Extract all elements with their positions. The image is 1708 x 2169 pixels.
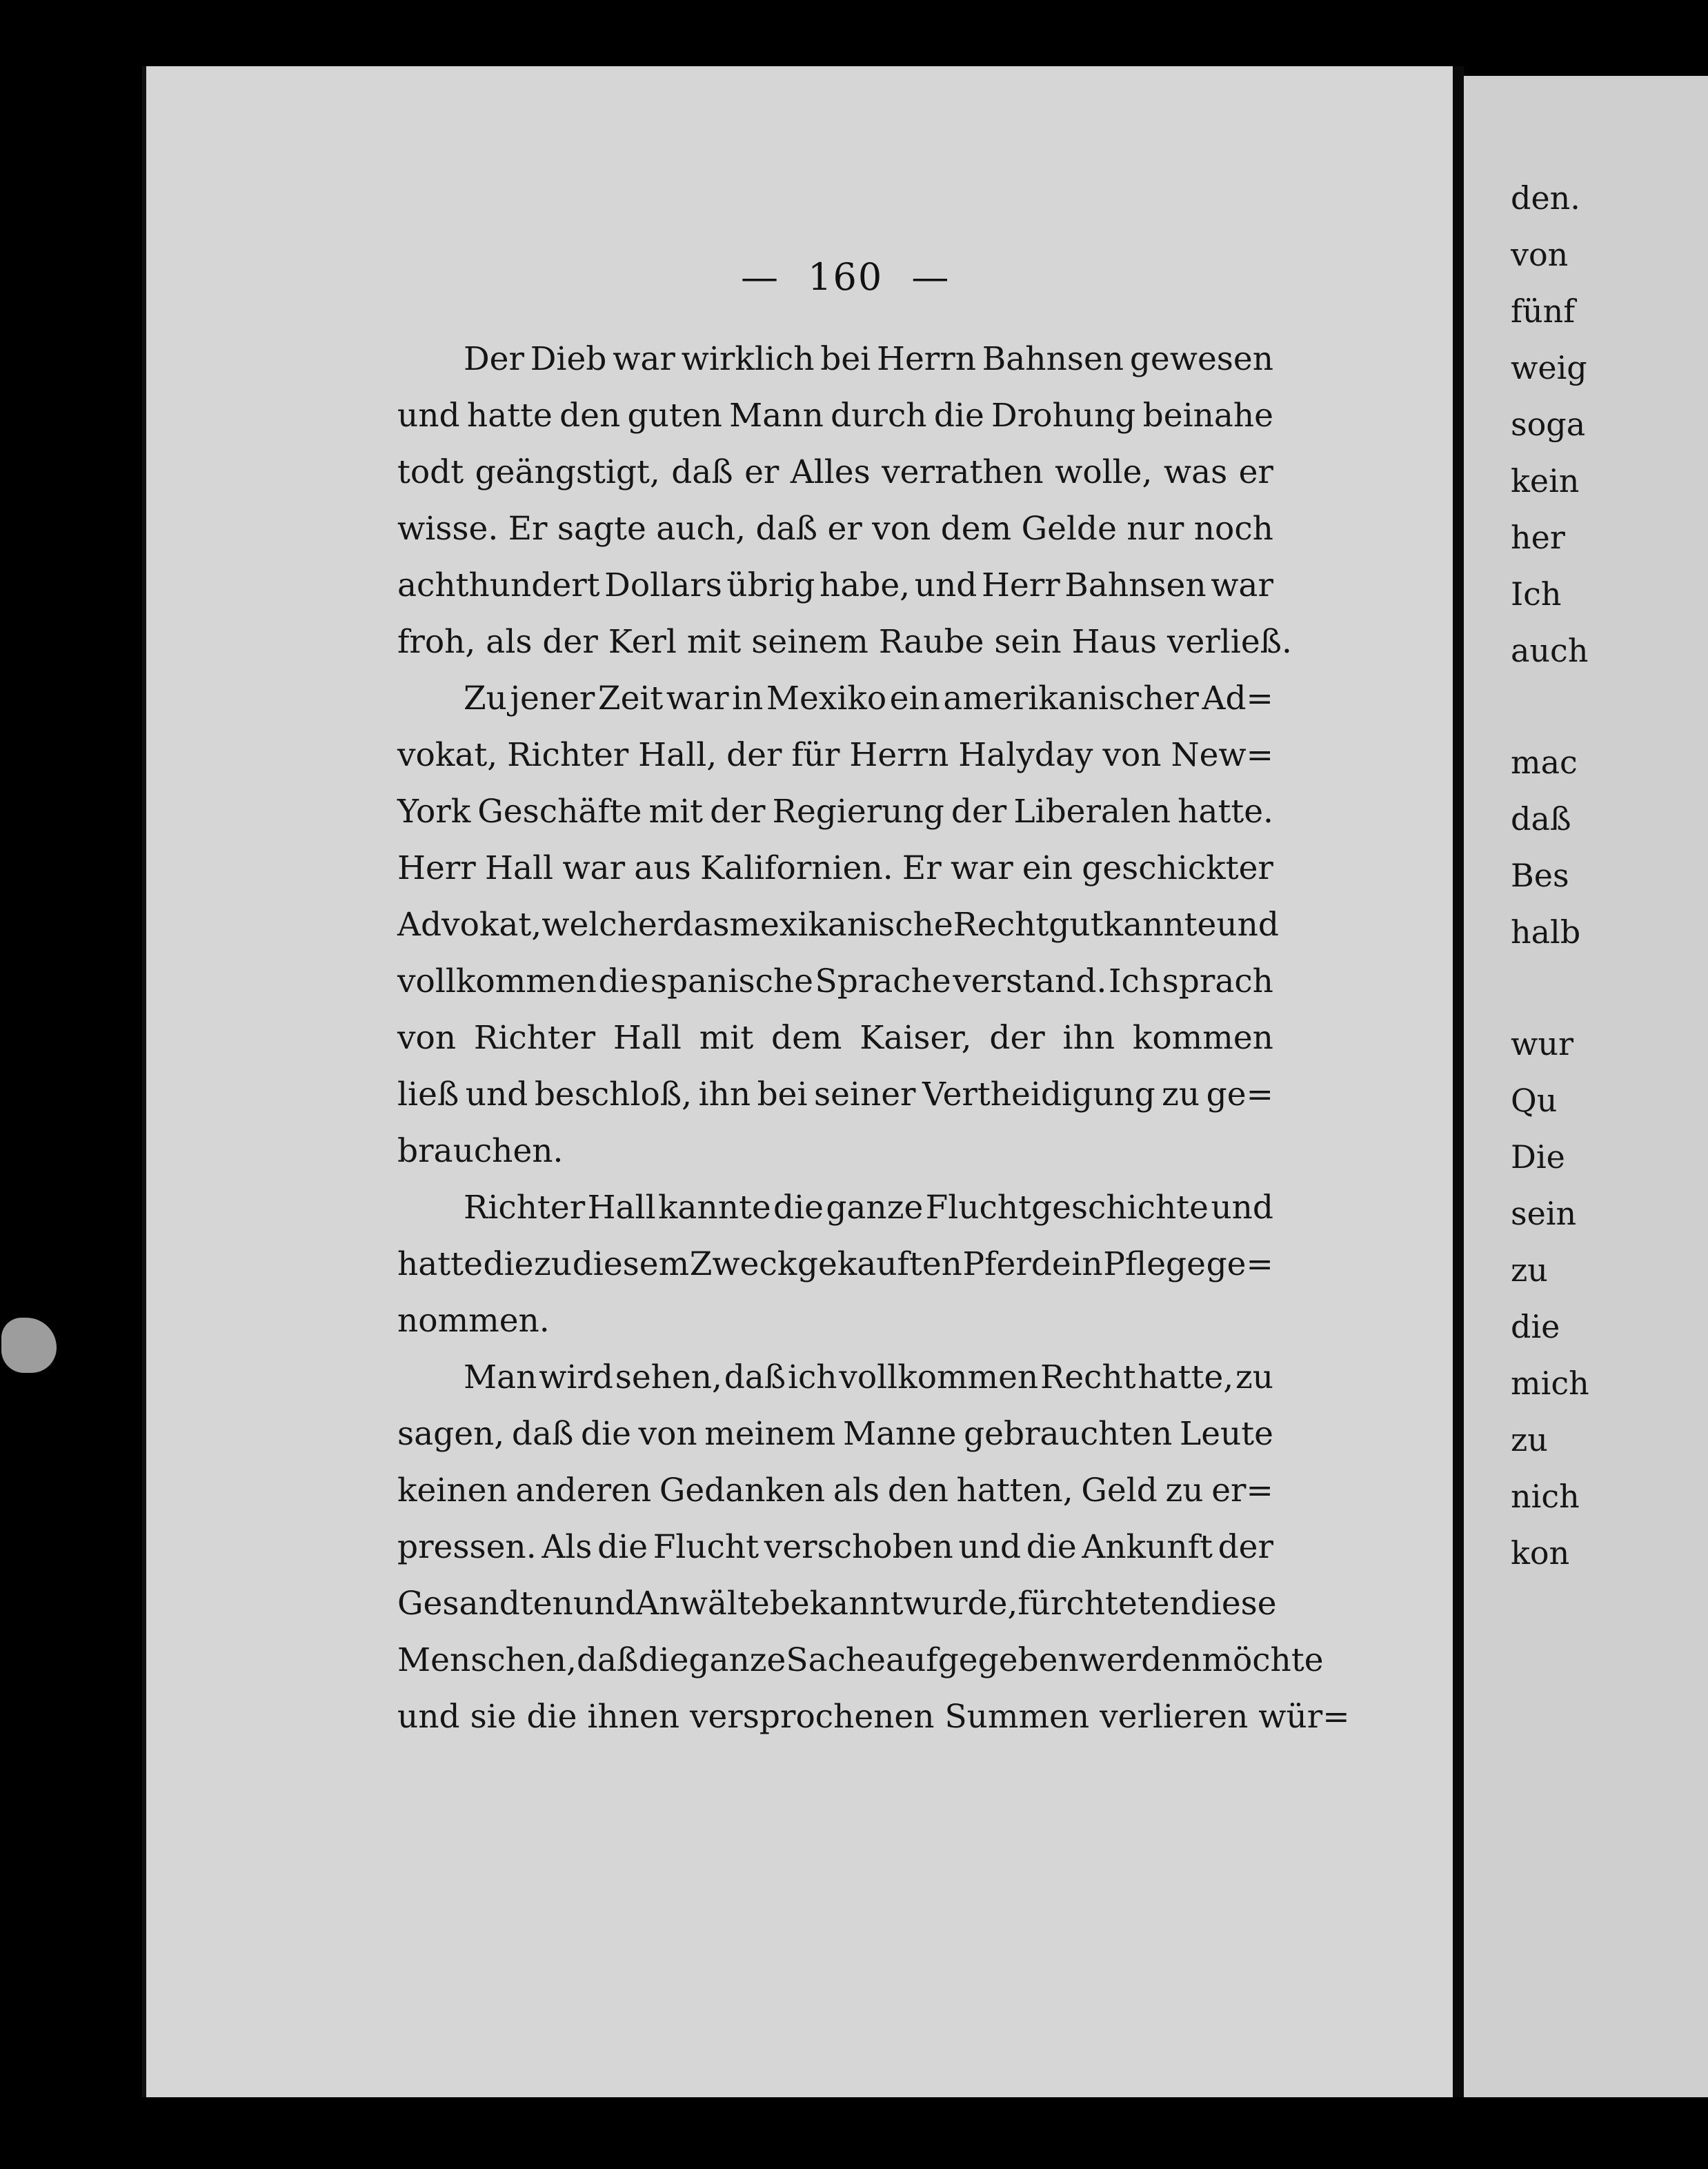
text-line: wisse. Er sagte auch, daß er von dem Gelde nur noch (397, 510, 1273, 548)
text-line: hatte die zu diesem Zweck gekauften Pferde in Pflege ge= (397, 1245, 1273, 1283)
text-line: ließ und beschloß, ihn bei seiner Vertheidigung zu ge= (397, 1076, 1273, 1113)
facing-page-fragment: halb (1511, 913, 1581, 951)
body-text (397, 331, 1350, 1745)
facing-page-fragment: soga (1511, 406, 1586, 443)
text-line: nommen. (397, 1302, 550, 1340)
text-line: achthundert Dollars übrig habe, und Herr Bahnsen war (397, 566, 1273, 604)
text-line: Man wird sehen, daß ich vollkommen Recht hatte, zu (464, 1358, 1273, 1396)
text-line: und sie die ihnen versprochenen Summen verlieren wür= (397, 1698, 1350, 1736)
facing-page-fragment: daß (1511, 800, 1571, 838)
text-line: vollkommen die spanische Sprache verstand. Ich sprach (397, 962, 1273, 1000)
facing-page-fragment: Die (1511, 1138, 1565, 1176)
text-line: von Richter Hall mit dem Kaiser, der ihn kommen (397, 1019, 1273, 1057)
page-header (726, 255, 965, 299)
facing-page-fragment: mac (1511, 744, 1578, 781)
text-line: froh, als der Kerl mit seinem Raube sein Haus verließ. (397, 623, 1292, 661)
facing-page-fragment: weig (1511, 349, 1587, 386)
text-line: Herr Hall war aus Kalifornien. Er war ein geschickter (397, 849, 1273, 887)
facing-page (1464, 76, 1708, 2097)
facing-page-fragment: auch (1511, 632, 1589, 669)
page-number: 160 (808, 255, 884, 299)
paper-scrap (1, 1318, 57, 1373)
facing-page-fragment: zu (1511, 1421, 1548, 1458)
facing-page-fragment: Qu (1511, 1082, 1558, 1119)
text-line: Menschen, daß die ganze Sache aufgegeben werden möchte (397, 1641, 1324, 1679)
text-line: Advokat, welcher das mexikanische Recht gut kannte und (397, 906, 1279, 944)
text-line: und hatte den guten Mann durch die Drohung beinahe (397, 397, 1273, 435)
header-dash-left: — (741, 255, 779, 299)
facing-page-fragment: von (1511, 236, 1569, 273)
facing-page-fragment: fünf (1511, 293, 1576, 330)
text-line: keinen anderen Gedanken als den hatten, Geld zu er= (397, 1472, 1273, 1509)
facing-page-fragment: nich (1511, 1478, 1580, 1515)
text-line: vokat, Richter Hall, der für Herrn Halyday von New= (397, 736, 1273, 774)
facing-page-fragment: Ich (1511, 575, 1562, 613)
facing-page-fragment: die (1511, 1308, 1560, 1345)
text-line: Zu jener Zeit war in Mexiko ein amerikanischer Ad= (464, 680, 1273, 717)
facing-page-fragment: her (1511, 519, 1565, 556)
book-spine (1453, 66, 1464, 2097)
facing-page-fragment: zu (1511, 1251, 1548, 1289)
facing-page-fragment: kon (1511, 1534, 1570, 1572)
facing-page-fragment: mich (1511, 1365, 1589, 1402)
facing-page-fragment: sein (1511, 1195, 1577, 1232)
text-line: brauchen. (397, 1132, 564, 1170)
text-line: Richter Hall kannte die ganze Fluchtgeschichte und (464, 1189, 1273, 1227)
header-dash-right: — (911, 255, 951, 299)
text-line: pressen. Als die Flucht verschoben und die Ankunft der (397, 1528, 1273, 1566)
facing-page-fragment: Bes (1511, 857, 1569, 894)
text-line: todt geängstigt, daß er Alles verrathen wolle, was er (397, 453, 1273, 491)
text-line: Der Dieb war wirklich bei Herrn Bahnsen gewesen (464, 340, 1273, 378)
facing-page-fragment: kein (1511, 462, 1580, 499)
text-line: York Geschäfte mit der Regierung der Liberalen hatte. (397, 793, 1273, 831)
facing-page-fragment: den. (1511, 179, 1580, 217)
facing-page-fragment: wur (1511, 1025, 1573, 1062)
text-line: sagen, daß die von meinem Manne gebrauchten Leute (397, 1415, 1273, 1453)
text-line: Gesandten und Anwälte bekannt wurde, fürchteten diese (397, 1585, 1277, 1623)
